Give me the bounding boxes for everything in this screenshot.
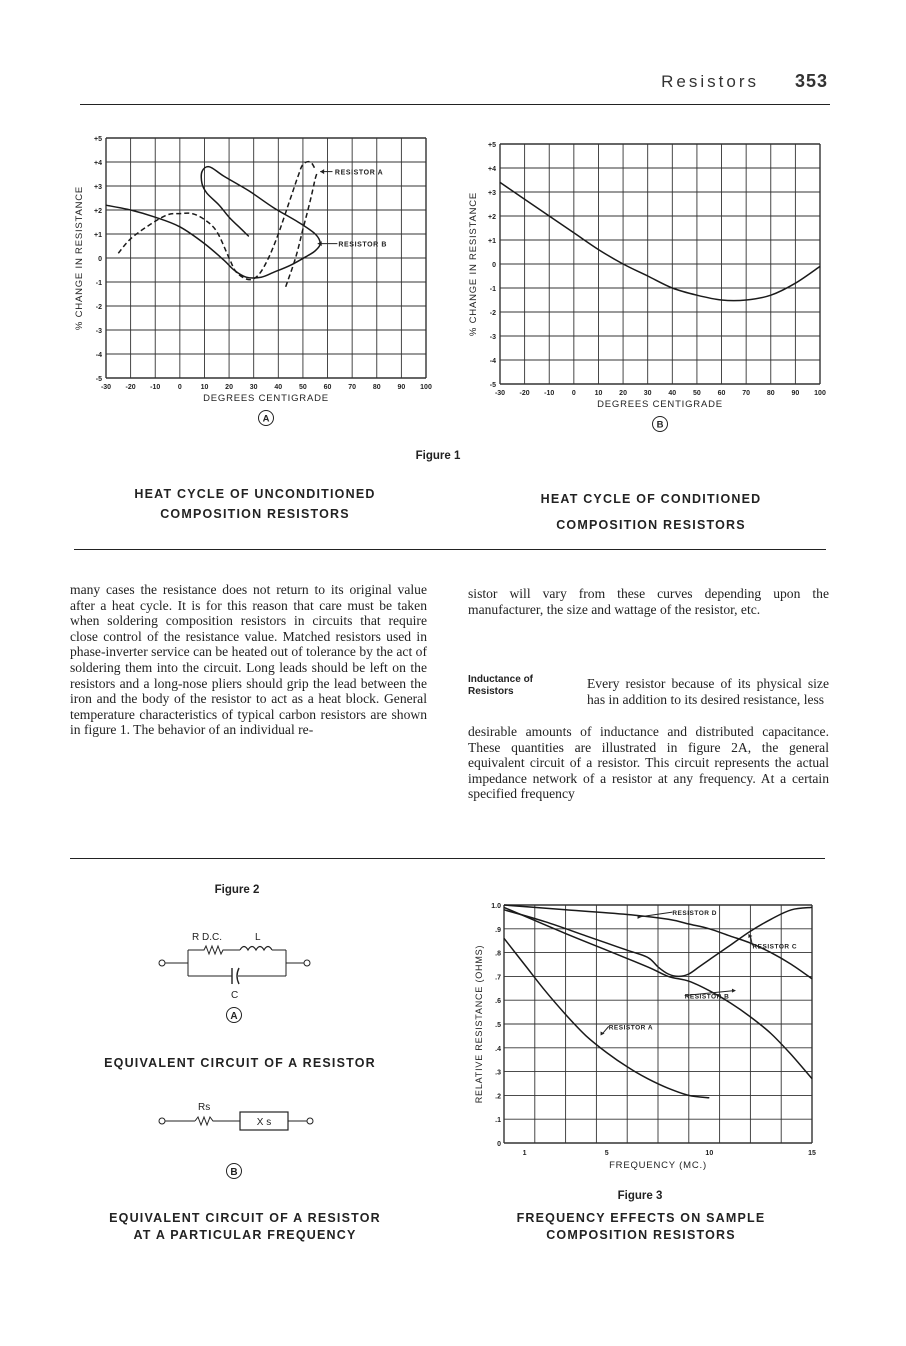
x-tick-label: 5 bbox=[604, 1150, 609, 1157]
y-tick-label: .5 bbox=[495, 1022, 501, 1029]
x-tick-label: 60 bbox=[717, 390, 726, 397]
figure1-right-caption bbox=[496, 486, 806, 538]
figure1-rule bbox=[74, 549, 826, 550]
y-tick-label: -5 bbox=[95, 376, 102, 383]
x-tick-label: 30 bbox=[643, 390, 652, 397]
x-axis-label: DEGREES CENTIGRADE bbox=[597, 399, 723, 410]
annotation-label: RESISTOR B bbox=[684, 993, 730, 1001]
body-rule bbox=[70, 858, 825, 859]
x-tick-label: 0 bbox=[177, 384, 182, 391]
series-line bbox=[106, 167, 320, 278]
y-tick-label: +2 bbox=[94, 208, 102, 215]
x-tick-label: 50 bbox=[693, 390, 701, 397]
y-tick-label: +4 bbox=[488, 166, 496, 173]
x-tick-label: 70 bbox=[742, 390, 751, 397]
y-tick-label: +4 bbox=[94, 160, 102, 167]
rdc-label: R D.C. bbox=[192, 932, 222, 943]
figure3-label: Figure 3 bbox=[617, 1190, 663, 1202]
caption-line: HEAT CYCLE OF UNCONDITIONED bbox=[134, 487, 376, 501]
body-right-paragraph-2-lead: Every resistor because of its physical size has in addition to its desired resistance, less bbox=[587, 676, 829, 707]
x-tick-label: 10 bbox=[594, 390, 603, 397]
y-tick-label: +2 bbox=[488, 214, 496, 221]
x-tick-label: 10 bbox=[705, 1150, 714, 1157]
y-tick-label: -2 bbox=[489, 310, 496, 317]
y-tick-label: .7 bbox=[495, 974, 501, 982]
resistor-symbol bbox=[195, 1117, 240, 1125]
x-tick-label: 0 bbox=[571, 390, 576, 397]
annotation-label: RESISTOR D bbox=[672, 910, 717, 918]
marker-a-label: A bbox=[230, 1011, 238, 1022]
x-axis-label: FREQUENCY (MC.) bbox=[609, 1160, 707, 1171]
y-tick-label: -4 bbox=[489, 358, 496, 365]
figure1-chart-a bbox=[76, 130, 436, 430]
circuit-a-diagram bbox=[150, 920, 330, 1030]
figure3-caption bbox=[486, 1210, 796, 1244]
y-axis-label: % CHANGE IN RESISTANCE bbox=[468, 191, 479, 337]
x-tick-label: 40 bbox=[668, 390, 677, 397]
annotation-label: RESISTOR A bbox=[608, 1024, 654, 1032]
x-tick-label: 90 bbox=[791, 390, 800, 397]
rs-label: Rs bbox=[198, 1102, 211, 1113]
caption-line: HEAT CYCLE OF CONDITIONED bbox=[540, 492, 762, 506]
body-left-paragraph: many cases the resistance does not return to its original value after a heat cycle. It is for this reason that care must be taken when soldering composition resistors in circuits that require close control of the resistance value. Matched resistors used in phase-inverter service can be heated out of tolerance by the act of soldering them into the circuit. Long leads should be left on the resistors and a long-nose pliers should grip the lead between the iron and the body of the resistor to act as a heat block. General temperature characteristics of typical carbon resistors are shown in figure 1. The behavior of an individual re- bbox=[70, 582, 427, 738]
terminal-right bbox=[307, 1118, 313, 1124]
x-tick-label: 20 bbox=[619, 390, 627, 397]
x-tick-label: 40 bbox=[274, 384, 283, 391]
page-number: 353 bbox=[794, 71, 828, 91]
y-tick-label: -5 bbox=[489, 382, 496, 389]
figure1-left-caption bbox=[100, 484, 410, 524]
annotation-arrow bbox=[320, 169, 324, 174]
y-tick-label: -3 bbox=[95, 328, 102, 335]
y-tick-label: -1 bbox=[95, 280, 102, 287]
terminal-left bbox=[159, 960, 165, 966]
circuit-a-caption: EQUIVALENT CIRCUIT OF A RESISTOR bbox=[104, 1056, 376, 1070]
x-axis-label: DEGREES CENTIGRADE bbox=[203, 393, 329, 404]
y-tick-label: .6 bbox=[495, 998, 501, 1006]
series-line bbox=[286, 172, 318, 287]
sidehead-inductance bbox=[468, 674, 580, 698]
y-tick-label: +5 bbox=[488, 142, 496, 149]
chart-marker-label: A bbox=[262, 413, 270, 425]
y-tick-label: +5 bbox=[94, 136, 102, 143]
terminal-right bbox=[304, 960, 310, 966]
x-tick-label: 50 bbox=[299, 384, 307, 391]
y-tick-label: .2 bbox=[495, 1093, 501, 1101]
caption-line: COMPOSITION RESISTORS bbox=[546, 1228, 736, 1242]
y-tick-label: .3 bbox=[495, 1069, 501, 1077]
annotation-resistor-b: RESISTOR B bbox=[338, 241, 388, 249]
caption-line: AT A PARTICULAR FREQUENCY bbox=[133, 1228, 357, 1242]
x-tick-label: 90 bbox=[397, 384, 406, 391]
sidehead-line: Resistors bbox=[468, 686, 514, 697]
y-tick-label: -2 bbox=[95, 304, 102, 311]
x-tick-label: 80 bbox=[766, 390, 775, 397]
y-tick-label: +1 bbox=[94, 232, 102, 239]
chart-marker-label: B bbox=[656, 419, 664, 431]
body-right-paragraph-2: desirable amounts of inductance and distributed capacitance. These quantities are illustrated in figure 2A, the general equivalent circuit of a resistor. This circuit represents the actual impedance network of a resistor at any frequency. At a certain specified frequency bbox=[468, 724, 829, 802]
y-tick-label: -4 bbox=[95, 352, 102, 359]
y-tick-label: -3 bbox=[489, 334, 496, 341]
x-tick-label: 15 bbox=[808, 1150, 816, 1157]
y-tick-label: .4 bbox=[495, 1045, 501, 1053]
figure1-label: Figure 1 bbox=[415, 450, 461, 462]
x-tick-label: 80 bbox=[372, 384, 381, 391]
x-tick-label: -20 bbox=[519, 390, 530, 397]
x-tick-label: 70 bbox=[348, 384, 357, 391]
y-tick-label: .8 bbox=[495, 950, 501, 958]
y-tick-label: 0 bbox=[492, 262, 496, 269]
annotation-arrow bbox=[732, 989, 736, 993]
caption-line: COMPOSITION RESISTORS bbox=[160, 507, 350, 521]
x-tick-label: 100 bbox=[814, 390, 826, 397]
x-tick-label: 30 bbox=[249, 384, 258, 391]
circuit-b-diagram bbox=[150, 1096, 330, 1186]
y-axis-label: RELATIVE RESISTANCE (OHMS) bbox=[474, 944, 484, 1104]
y-tick-label: 0 bbox=[98, 256, 102, 263]
c-label: C bbox=[231, 990, 239, 1001]
x-tick-label: 60 bbox=[323, 384, 332, 391]
figure1-chart-b bbox=[470, 136, 830, 436]
terminal-left bbox=[159, 1118, 165, 1124]
y-tick-label: +3 bbox=[488, 190, 496, 197]
y-tick-label: 1.0 bbox=[491, 903, 501, 910]
caption-line: COMPOSITION RESISTORS bbox=[556, 518, 746, 532]
x-tick-label: 1 bbox=[522, 1150, 527, 1157]
y-axis-label: % CHANGE IN RESISTANCE bbox=[74, 185, 85, 331]
y-tick-label: -1 bbox=[489, 286, 496, 293]
annotation-label: RESISTOR C bbox=[752, 943, 798, 951]
body-right-paragraph-1: sistor will vary from these curves depending upon the manufacturer, the size and wattage of the resistor, etc. bbox=[468, 586, 829, 617]
caption-line: EQUIVALENT CIRCUIT OF A RESISTOR bbox=[109, 1211, 381, 1225]
inductor-symbol bbox=[240, 947, 272, 951]
x-tick-label: 100 bbox=[420, 384, 432, 391]
x-tick-label: -20 bbox=[125, 384, 136, 391]
figure2-label: Figure 2 bbox=[214, 884, 260, 896]
figure3-chart bbox=[466, 895, 826, 1180]
resistor-symbol bbox=[188, 946, 240, 954]
series-line bbox=[118, 162, 315, 280]
y-tick-label: .1 bbox=[495, 1117, 501, 1125]
x-tick-label: -10 bbox=[544, 390, 555, 397]
x-tick-label: -30 bbox=[100, 384, 112, 391]
y-tick-label: 0 bbox=[497, 1141, 501, 1148]
series-line bbox=[500, 182, 820, 300]
running-head-title: Resistors bbox=[661, 72, 759, 91]
x-tick-label: 20 bbox=[225, 384, 233, 391]
annotation-leader bbox=[640, 912, 673, 917]
xs-label: X s bbox=[256, 1117, 272, 1128]
circuit-b-caption bbox=[80, 1210, 410, 1244]
x-tick-label: -30 bbox=[494, 390, 506, 397]
l-label: L bbox=[255, 932, 261, 943]
x-tick-label: 10 bbox=[200, 384, 209, 391]
header-rule bbox=[80, 104, 830, 105]
y-tick-label: +1 bbox=[488, 238, 496, 245]
marker-b-label: B bbox=[230, 1167, 238, 1178]
sidehead-line: Inductance of bbox=[468, 674, 534, 685]
y-tick-label: +3 bbox=[94, 184, 102, 191]
annotation-resistor-a: RESISTOR A bbox=[334, 169, 384, 177]
caption-line: FREQUENCY EFFECTS ON SAMPLE bbox=[516, 1211, 766, 1225]
y-tick-label: .9 bbox=[495, 926, 501, 934]
x-tick-label: -10 bbox=[150, 384, 161, 391]
